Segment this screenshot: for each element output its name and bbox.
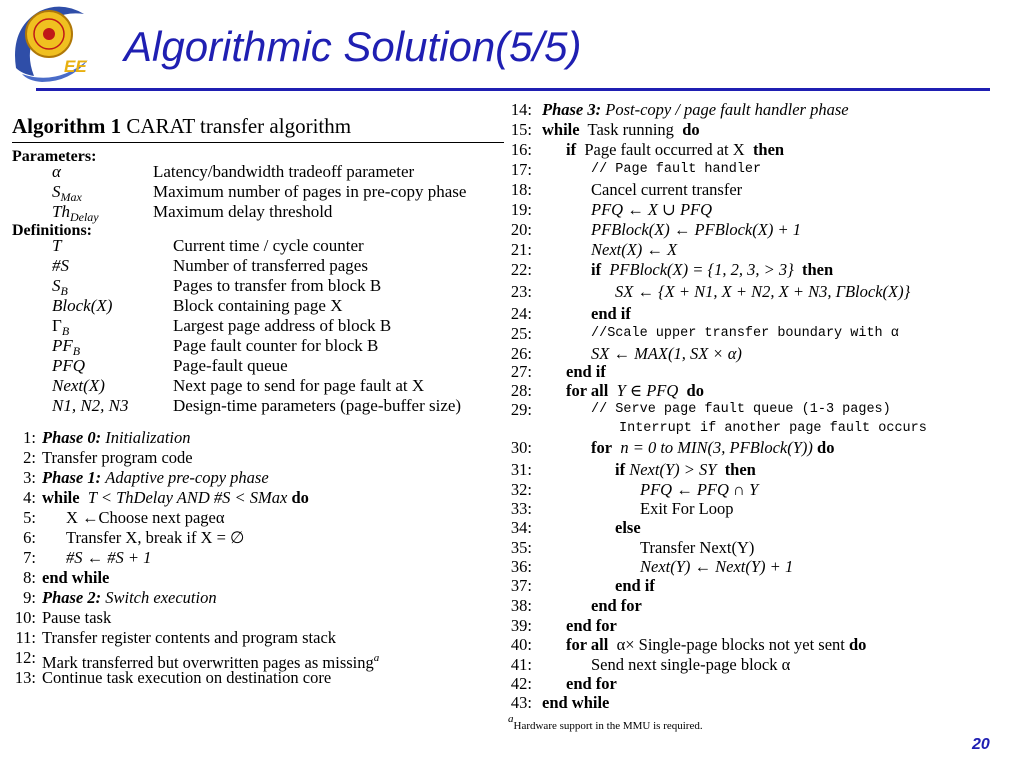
definition-symbol: Block(X) <box>52 296 113 315</box>
definition-description: Page fault counter for block B <box>173 336 379 355</box>
definition-symbol: $S_B$ <box>52 276 68 298</box>
definition-description: Block containing page X <box>173 296 343 315</box>
definition-description: Next page to send for page fault at X <box>173 376 425 395</box>
definition-symbol: N1, N2, N3 <box>52 396 129 415</box>
definition-description: Number of transferred pages <box>173 256 368 275</box>
university-logo <box>4 2 104 88</box>
title-divider <box>36 88 990 91</box>
parameter-symbol: α <box>52 162 61 181</box>
definition-symbol: Next(X) <box>52 376 105 395</box>
footnote: aHardware support in the MMU is required. <box>508 713 703 732</box>
algorithm-label: Algorithm 1 <box>12 114 122 138</box>
definition-description: Largest page address of block B <box>173 316 392 335</box>
parameter-description: Latency/bandwidth tradeoff parameter <box>153 162 415 181</box>
definition-description: Current time / cycle counter <box>173 236 364 255</box>
definitions-label: Definitions: <box>12 222 92 239</box>
slide-title: Algorithmic Solution(5/5) <box>124 23 582 70</box>
definition-description: Design-time parameters (page-buffer size) <box>173 396 462 415</box>
parameter-symbol: $Th_{Delay}$ <box>52 202 99 224</box>
definition-symbol: PFQ <box>52 356 86 375</box>
algorithm-name: CARAT transfer algorithm <box>126 114 352 138</box>
definition-symbol: $PF_B$ <box>52 336 81 358</box>
definition-symbol: $\Gamma_B$ <box>52 316 70 338</box>
definition-symbol: T <box>52 236 62 255</box>
parameter-description: Maximum number of pages in pre-copy phase <box>153 182 467 201</box>
svg-text:EE: EE <box>64 57 87 76</box>
definition-description: Page-fault queue <box>173 356 288 375</box>
definition-symbol: #S <box>52 256 69 275</box>
parameter-symbol: $S_{Max}$ <box>52 182 82 204</box>
parameters-label: Parameters: <box>12 148 97 165</box>
page-number: 20 <box>972 736 990 753</box>
algorithm-caption <box>12 114 504 143</box>
parameter-description: Maximum delay threshold <box>153 202 333 221</box>
definition-description: Pages to transfer from block B <box>173 276 382 295</box>
